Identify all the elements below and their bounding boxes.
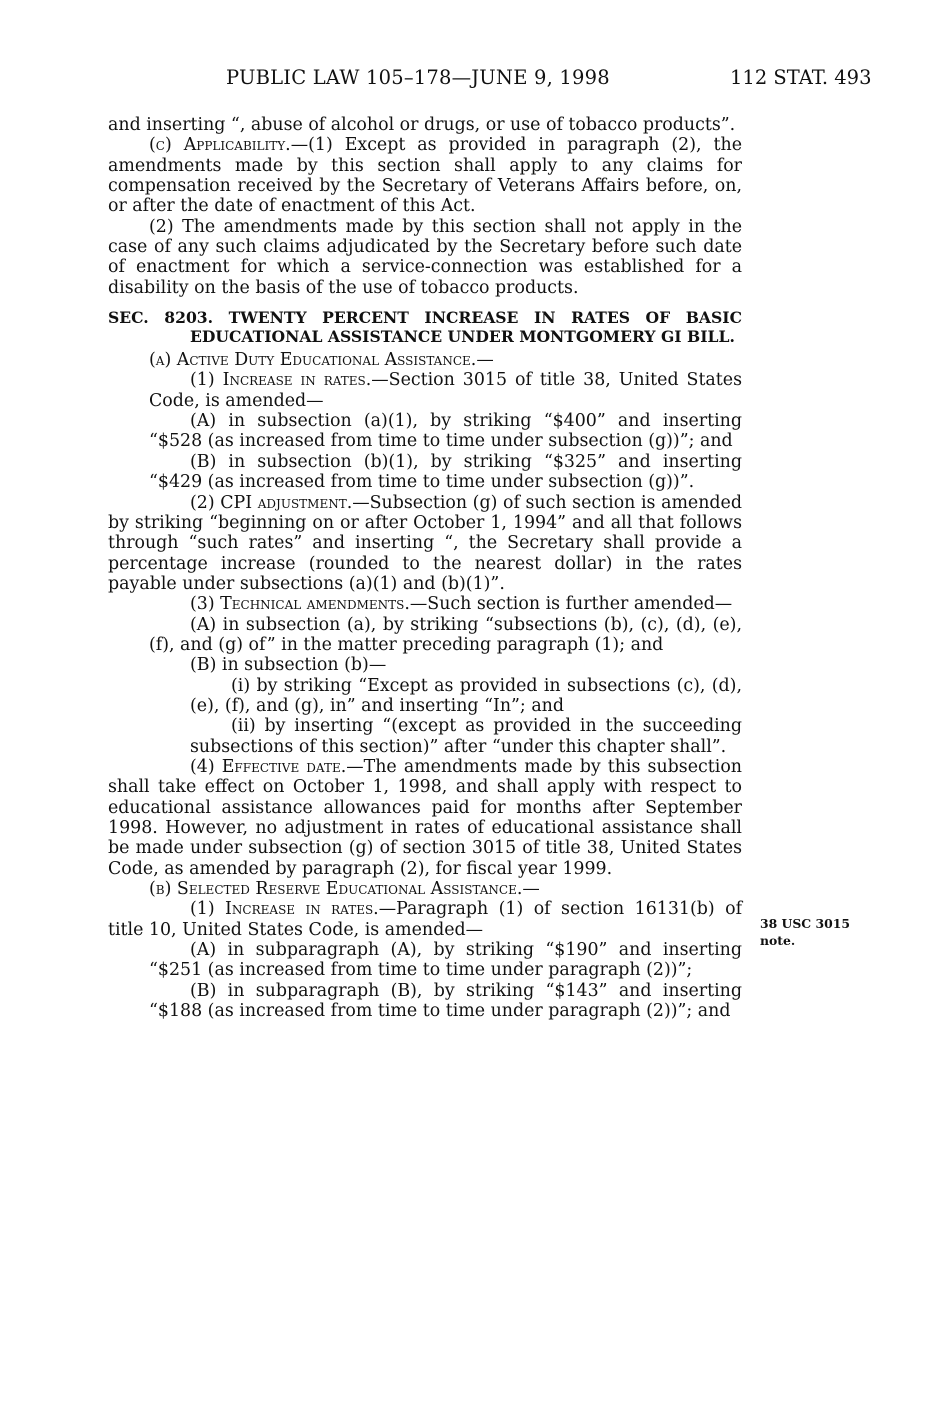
margin-note	[760, 915, 850, 949]
subsection-caption: (c) Applicability.	[149, 135, 291, 156]
paragraph	[108, 899, 742, 940]
margin-note-suffix: note.	[760, 933, 796, 948]
paragraph	[108, 594, 742, 614]
paragraph: (ii) by inserting “(except as provided in the succeeding subsections of this section)” after “under this chapter shall”.	[190, 716, 742, 757]
paragraph-text: —The amendments made by this subsection shall take effect on October 1, 1998, and shall apply with respect to educational assistance allowances paid for months after September 1998. However, no adjustment in rates of educational assistance shall be made under subsection (g) of section 3015 of title 38, United States Code, as amended by paragraph (2), for fiscal year 1999.	[108, 756, 742, 879]
paragraph: (i) by striking “Except as provided in subsections (c), (d), (e), (f), and (g), in” and inserting “In”; and	[190, 675, 742, 716]
paragraph	[108, 350, 742, 370]
paragraph	[108, 135, 742, 216]
document-body	[108, 115, 742, 1021]
paragraph-caption: (1) Increase in rates.	[190, 899, 379, 920]
subsection-caption: (a) Active Duty Educational Assistance.	[149, 350, 477, 371]
paragraph-caption: (3) Technical amendments.	[190, 594, 410, 615]
paragraph-caption: (1) Increase in rates.	[190, 370, 372, 391]
paragraph: (B) in subparagraph (B), by striking “$143” and inserting “$188 (as increased from time to time under paragraph (2))”; and	[149, 980, 742, 1022]
subsection-caption: (b) Selected Reserve Educational Assistance.	[149, 879, 523, 900]
paragraph	[108, 879, 742, 899]
paragraph-text: —Section 3015 of title 38, United States Code, is amended—	[149, 370, 743, 411]
section-heading: SEC. 8203. TWENTY PERCENT INCREASE IN RATES OF BASIC EDUCATIONAL ASSISTANCE UNDER MONTGOMERY GI BILL.	[108, 308, 742, 347]
paragraph: and inserting “, abuse of alcohol or drugs, or use of tobacco products”.	[108, 115, 736, 135]
paragraph-text: —	[476, 350, 494, 371]
paragraph	[108, 757, 742, 879]
paragraph: (A) in subparagraph (A), by striking “$190” and inserting “$251 (as increased from time to time under paragraph (2))”;	[149, 940, 742, 981]
paragraph: (B) in subsection (b)(1), by striking “$325” and inserting “$429 (as increased from time to time under subsection (g))”.	[149, 451, 742, 493]
page-citation: 112 STAT. 493	[730, 66, 872, 89]
paragraph: (2) The amendments made by this section shall not apply in the case of any such claims adjudicated by the Secretary before such date of enactment for which a service-connection was established for a disability on the basis of the use of tobacco products.	[108, 216, 742, 298]
paragraph-text: —	[522, 879, 540, 900]
margin-note-citation: 38 USC 3015	[760, 916, 850, 931]
paragraph-caption: (4) Effective date.	[190, 756, 347, 777]
paragraph	[108, 493, 742, 595]
paragraph: (A) in subsection (a)(1), by striking “$400” and inserting “$528 (as increased from time to time under subsection (g))”; and	[149, 411, 742, 452]
paragraph-text: —Paragraph (1) of section 16131(b) of title 10, United States Code, is amended—	[108, 899, 743, 940]
paragraph: (B) in subsection (b)—	[190, 655, 387, 676]
running-header: PUBLIC LAW 105–178—JUNE 9, 1998	[226, 66, 610, 89]
paragraph-caption: (2) CPI adjustment.	[190, 492, 353, 513]
paragraph-text: —(1) Except as provided in paragraph (2), the amendments made by this section shall apply to any claims for compensation received by the Secretary of Veterans Affairs before, on, or after the date of enactment of this Act.	[108, 135, 742, 217]
paragraph-text: —Such section is further amended—	[409, 594, 733, 615]
paragraph: (A) in subsection (a), by striking “subsections (b), (c), (d), (e), (f), and (g) of” in the matter preceding paragraph (1); and	[149, 614, 742, 655]
paragraph	[108, 370, 742, 411]
paragraph-text: —Subsection (g) of such section is amended by striking “beginning on or after October 1, 1994” and all that follows through “such rates” and inserting “, the Secretary shall provide a percentage increase (rounded to the nearest dollar) in the rates payable under subsections (a)(1) and (b)(1)”.	[108, 492, 742, 594]
